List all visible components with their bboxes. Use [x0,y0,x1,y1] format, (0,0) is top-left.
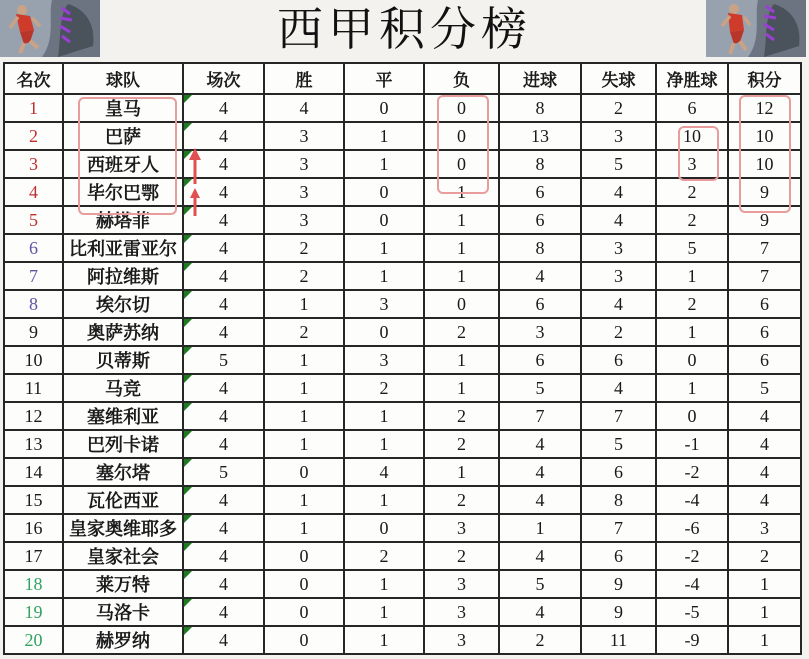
stat-cell: -5 [656,598,728,626]
stat-cell: 7 [581,402,656,430]
stat-cell: 4 [499,542,581,570]
cell-corner-marker-icon [184,151,192,159]
table-row [4,346,801,374]
rank-cell: 14 [4,458,63,486]
cell-corner-marker-icon [184,235,192,243]
stat-cell: 5 [728,374,801,402]
cell-corner-marker-icon [184,459,192,467]
stat-cell: 6 [499,206,581,234]
stat-cell: 4 [499,598,581,626]
team-cell: 贝蒂斯 [63,346,183,374]
stat-cell: 0 [424,290,499,318]
stat-cell: 11 [581,626,656,654]
stat-cell: 4 [183,430,264,458]
stat-cell: 1 [424,234,499,262]
stat-cell: 1 [344,570,424,598]
stat-cell: 4 [499,262,581,290]
table-row [4,206,801,234]
stat-cell: 6 [499,290,581,318]
table-row [4,178,801,206]
stat-cell: 2 [581,94,656,122]
cell-corner-marker-icon [184,403,192,411]
standings-table [3,62,802,655]
football-players-photo-right [706,0,806,57]
stat-cell: 4 [499,486,581,514]
cell-corner-marker-icon [184,207,192,215]
team-cell: 阿拉维斯 [63,262,183,290]
team-cell: 赫塔菲 [63,206,183,234]
team-cell: 瓦伦西亚 [63,486,183,514]
stat-cell: 1 [344,486,424,514]
team-cell: 马洛卡 [63,598,183,626]
table-row [4,150,801,178]
stat-cell: 0 [264,458,344,486]
stat-cell: 3 [424,570,499,598]
stat-cell: 3 [344,290,424,318]
cell-corner-marker-icon [184,95,192,103]
stat-cell: 1 [424,262,499,290]
rank-cell: 18 [4,570,63,598]
stat-cell: 2 [424,318,499,346]
page-title: 西甲积分榜 [277,4,532,55]
stat-cell: 1 [264,486,344,514]
stat-cell: 7 [499,402,581,430]
stat-cell: 4 [499,458,581,486]
stat-cell: 3 [499,318,581,346]
team-cell: 毕尔巴鄂 [63,178,183,206]
stat-cell: 4 [183,318,264,346]
table-row [4,290,801,318]
rank-cell: 12 [4,402,63,430]
team-cell: 塞尔塔 [63,458,183,486]
stat-cell: 6 [656,94,728,122]
stat-cell: 0 [344,94,424,122]
stat-cell: 10 [728,150,801,178]
stat-cell: 12 [728,94,801,122]
stat-cell: 3 [581,262,656,290]
stat-cell: 3 [581,234,656,262]
stat-cell: 6 [728,346,801,374]
stat-cell: 2 [499,626,581,654]
cell-corner-marker-icon [184,487,192,495]
stat-cell: 1 [264,290,344,318]
column-header: 球队 [63,63,183,94]
stat-cell: -9 [656,626,728,654]
table-row [4,458,801,486]
stat-cell: 4 [183,94,264,122]
cell-corner-marker-icon [184,263,192,271]
stat-cell: 6 [581,458,656,486]
rank-cell: 9 [4,318,63,346]
stat-cell: 4 [728,486,801,514]
stat-cell: 1 [424,206,499,234]
stat-cell: 2 [264,234,344,262]
stat-cell: 4 [728,402,801,430]
stat-cell: 1 [344,402,424,430]
stat-cell: 5 [581,150,656,178]
stat-cell: 1 [264,374,344,402]
stat-cell: 4 [728,430,801,458]
stat-cell: -2 [656,542,728,570]
cell-corner-marker-icon [184,627,192,635]
cell-corner-marker-icon [184,319,192,327]
team-cell: 马竞 [63,374,183,402]
table-row [4,486,801,514]
stat-cell: 3 [264,122,344,150]
stat-cell: 9 [728,178,801,206]
stat-cell: 2 [656,178,728,206]
stat-cell: 8 [499,94,581,122]
column-header: 胜 [264,63,344,94]
stat-cell: 10 [656,122,728,150]
stat-cell: -2 [656,458,728,486]
stat-cell: 4 [183,290,264,318]
rank-cell: 3 [4,150,63,178]
table-row [4,626,801,654]
stat-cell: 6 [728,290,801,318]
stat-cell: 6 [499,346,581,374]
rank-cell: 13 [4,430,63,458]
stat-cell: 1 [344,150,424,178]
stat-cell: 4 [581,290,656,318]
stat-cell: 1 [264,514,344,542]
standings-body [4,94,801,654]
table-row [4,570,801,598]
stat-cell: 7 [728,234,801,262]
column-header: 名次 [4,63,63,94]
stat-cell: 4 [581,374,656,402]
table-row [4,262,801,290]
stat-cell: 1 [424,458,499,486]
rank-cell: 2 [4,122,63,150]
stat-cell: 4 [183,262,264,290]
stat-cell: 1 [344,122,424,150]
stat-cell: 0 [264,626,344,654]
team-cell: 比利亚雷亚尔 [63,234,183,262]
cell-corner-marker-icon [184,431,192,439]
stat-cell: 4 [183,206,264,234]
rank-cell: 16 [4,514,63,542]
rank-cell: 7 [4,262,63,290]
stat-cell: 1 [656,318,728,346]
stat-cell: 4 [183,626,264,654]
stat-cell: 0 [344,318,424,346]
table-row [4,430,801,458]
team-cell: 皇马 [63,94,183,122]
column-header: 积分 [728,63,801,94]
stat-cell: 0 [344,206,424,234]
stat-cell: -4 [656,486,728,514]
team-cell: 埃尔切 [63,290,183,318]
cell-corner-marker-icon [184,291,192,299]
cell-corner-marker-icon [184,347,192,355]
cell-corner-marker-icon [184,543,192,551]
stat-cell: 4 [183,514,264,542]
title-band [0,0,809,62]
stat-cell: 1 [424,374,499,402]
rank-cell: 8 [4,290,63,318]
column-header: 失球 [581,63,656,94]
stat-cell: 3 [656,150,728,178]
stat-cell: 3 [264,206,344,234]
table-row [4,122,801,150]
table-row [4,318,801,346]
stat-cell: -1 [656,430,728,458]
stat-cell: 3 [344,346,424,374]
stat-cell: 1 [728,570,801,598]
rank-cell: 17 [4,542,63,570]
column-header: 进球 [499,63,581,94]
table-row [4,402,801,430]
stat-cell: 13 [499,122,581,150]
stat-cell: 7 [581,514,656,542]
team-cell: 巴萨 [63,122,183,150]
stat-cell: 1 [264,346,344,374]
stat-cell: 4 [183,570,264,598]
stat-cell: 4 [183,374,264,402]
table-row [4,234,801,262]
stat-cell: 4 [183,178,264,206]
rank-cell: 6 [4,234,63,262]
stat-cell: 4 [183,486,264,514]
team-cell: 皇家社会 [63,542,183,570]
stat-cell: 6 [581,346,656,374]
stat-cell: 1 [344,626,424,654]
team-cell: 西班牙人 [63,150,183,178]
table-row [4,94,801,122]
stat-cell: 9 [728,206,801,234]
rank-cell: 10 [4,346,63,374]
team-cell: 皇家奥维耶多 [63,514,183,542]
stat-cell: 5 [183,346,264,374]
column-header: 净胜球 [656,63,728,94]
team-cell: 赫罗纳 [63,626,183,654]
column-header: 场次 [183,63,264,94]
stat-cell: 7 [728,262,801,290]
stat-cell: 5 [499,374,581,402]
stat-cell: 4 [728,458,801,486]
column-header: 平 [344,63,424,94]
stat-cell: 0 [424,122,499,150]
stat-cell: 8 [499,150,581,178]
stat-cell: 1 [656,374,728,402]
stat-cell: -4 [656,570,728,598]
stat-cell: 1 [728,626,801,654]
stat-cell: 5 [656,234,728,262]
stat-cell: 3 [424,514,499,542]
stat-cell: 2 [264,262,344,290]
stat-cell: 0 [656,402,728,430]
stat-cell: 0 [344,178,424,206]
stat-cell: 3 [424,598,499,626]
stat-cell: 3 [264,178,344,206]
stat-cell: 1 [424,346,499,374]
stat-cell: 2 [656,290,728,318]
stat-cell: 1 [344,262,424,290]
stat-cell: 2 [264,318,344,346]
stat-cell: 0 [264,542,344,570]
stat-cell: 4 [581,178,656,206]
stat-cell: 2 [424,542,499,570]
stat-cell: 10 [728,122,801,150]
cell-corner-marker-icon [184,123,192,131]
stat-cell: 2 [581,318,656,346]
cell-corner-marker-icon [184,515,192,523]
stat-cell: 8 [499,234,581,262]
header-row [4,63,801,94]
stat-cell: 1 [264,402,344,430]
stat-cell: 4 [183,542,264,570]
table-row [4,598,801,626]
stat-cell: 2 [728,542,801,570]
stat-cell: 9 [581,598,656,626]
stat-cell: 1 [344,430,424,458]
stat-cell: 1 [728,598,801,626]
table-row [4,542,801,570]
team-cell: 巴列卡诺 [63,430,183,458]
stat-cell: 1 [344,598,424,626]
stat-cell: 5 [499,570,581,598]
cell-corner-marker-icon [184,571,192,579]
stat-cell: 1 [656,262,728,290]
stat-cell: 0 [264,598,344,626]
stat-cell: 4 [183,234,264,262]
rank-cell: 19 [4,598,63,626]
stat-cell: 1 [264,430,344,458]
stat-cell: -6 [656,514,728,542]
stat-cell: 0 [344,514,424,542]
stat-cell: 6 [499,178,581,206]
stat-cell: 2 [344,374,424,402]
cell-corner-marker-icon [184,599,192,607]
stat-cell: 2 [656,206,728,234]
stat-cell: 0 [656,346,728,374]
stat-cell: 2 [424,402,499,430]
stat-cell: 4 [344,458,424,486]
table-row [4,374,801,402]
stat-cell: 4 [183,598,264,626]
rank-cell: 11 [4,374,63,402]
stat-cell: 2 [424,486,499,514]
stat-cell: 4 [581,206,656,234]
stat-cell: 3 [424,626,499,654]
cell-corner-marker-icon [184,375,192,383]
stat-cell: 3 [728,514,801,542]
column-header: 负 [424,63,499,94]
cell-corner-marker-icon [184,179,192,187]
stat-cell: 3 [581,122,656,150]
team-cell: 莱万特 [63,570,183,598]
stat-cell: 0 [424,150,499,178]
stat-cell: 8 [581,486,656,514]
stat-cell: 0 [264,570,344,598]
rank-cell: 1 [4,94,63,122]
stat-cell: 4 [264,94,344,122]
stat-cell: 2 [344,542,424,570]
stat-cell: 1 [424,178,499,206]
stat-cell: 5 [581,430,656,458]
rank-cell: 15 [4,486,63,514]
rank-cell: 5 [4,206,63,234]
stat-cell: 2 [424,430,499,458]
stat-cell: 4 [183,150,264,178]
stat-cell: 4 [183,402,264,430]
stat-cell: 6 [581,542,656,570]
stat-cell: 1 [344,234,424,262]
stat-cell: 9 [581,570,656,598]
stat-cell: 3 [264,150,344,178]
stat-cell: 5 [183,458,264,486]
team-cell: 奥萨苏纳 [63,318,183,346]
rank-cell: 4 [4,178,63,206]
stat-cell: 4 [499,430,581,458]
stat-cell: 4 [183,122,264,150]
rank-cell: 20 [4,626,63,654]
table-row [4,514,801,542]
team-cell: 塞维利亚 [63,402,183,430]
stat-cell: 1 [499,514,581,542]
stat-cell: 0 [424,94,499,122]
stat-cell: 6 [728,318,801,346]
